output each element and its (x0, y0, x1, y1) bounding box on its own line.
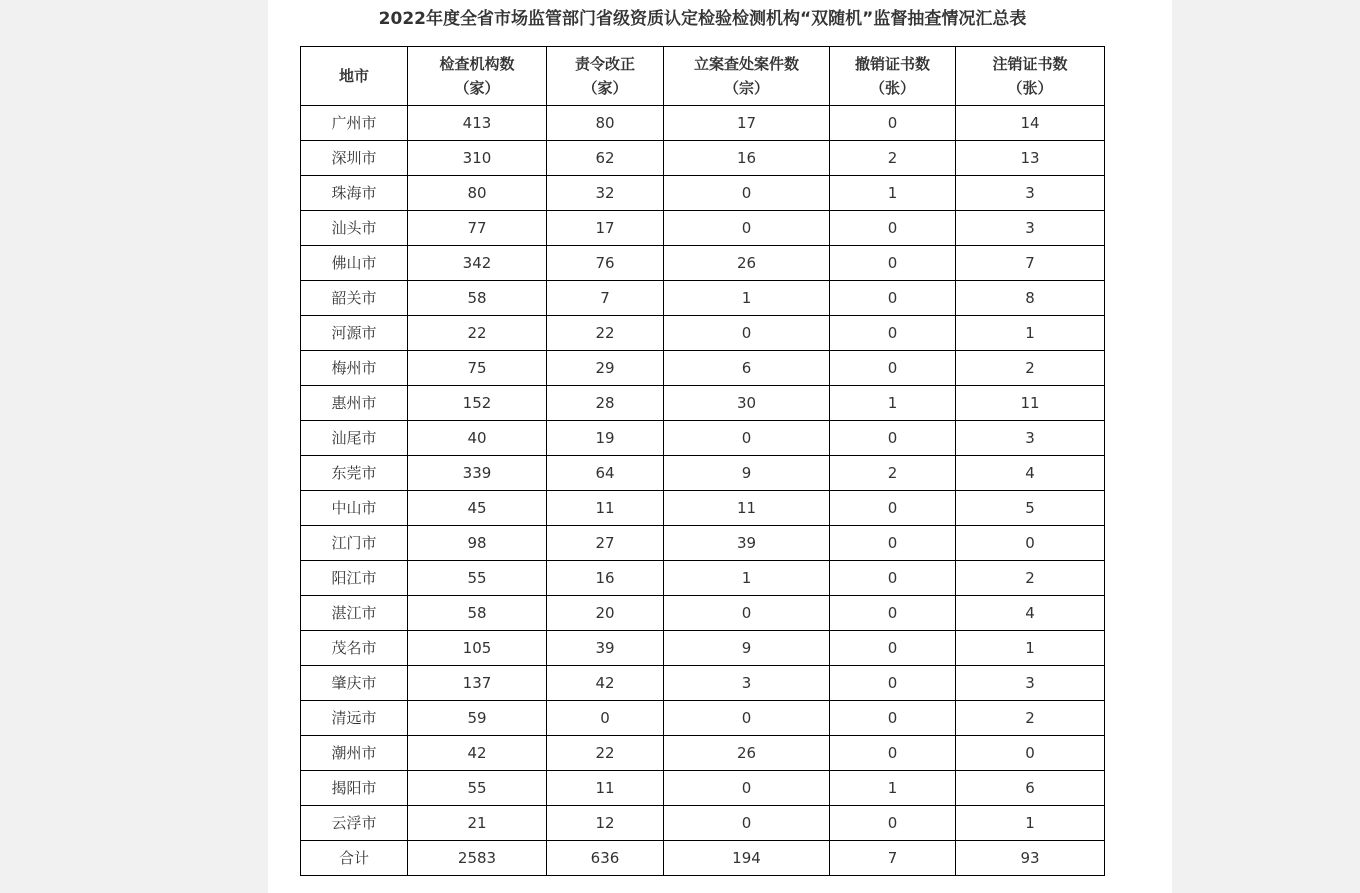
header-label: 立案查处案件数 (693, 55, 799, 73)
header-label: 检查机构数 (439, 55, 515, 73)
header-label: 责令改正 (574, 55, 635, 73)
cell-ordered-corrections: 32 (547, 176, 664, 211)
cell-certificates-revoked: 1 (830, 771, 956, 806)
cell-ordered-corrections: 11 (547, 491, 664, 526)
cell-certificates-revoked: 0 (830, 631, 956, 666)
cell-city: 汕头市 (301, 211, 408, 246)
table-row (301, 351, 1105, 386)
cell-ordered-corrections: 76 (547, 246, 664, 281)
cell-ordered-corrections: 12 (547, 806, 664, 841)
cell-city: 肇庆市 (301, 666, 408, 701)
cell-certificates-cancelled: 6 (956, 771, 1105, 806)
table-row (301, 281, 1105, 316)
cell-certificates-revoked: 2 (830, 141, 956, 176)
cell-inspected-institutions: 342 (408, 246, 547, 281)
table-row (301, 736, 1105, 771)
cell-certificates-revoked: 0 (830, 351, 956, 386)
cell-inspected-institutions: 2583 (408, 841, 547, 876)
cell-cases-filed: 11 (664, 491, 830, 526)
cell-city: 汕尾市 (301, 421, 408, 456)
cell-cases-filed: 194 (664, 841, 830, 876)
cell-ordered-corrections: 636 (547, 841, 664, 876)
cell-ordered-corrections: 16 (547, 561, 664, 596)
cell-certificates-cancelled: 4 (956, 456, 1105, 491)
cell-inspected-institutions: 22 (408, 316, 547, 351)
header-ordered-corrections (547, 47, 664, 106)
cell-inspected-institutions: 413 (408, 106, 547, 141)
cell-inspected-institutions: 59 (408, 701, 547, 736)
cell-city: 东莞市 (301, 456, 408, 491)
cell-certificates-revoked: 0 (830, 246, 956, 281)
header-unit: （家） (582, 79, 628, 97)
cell-certificates-cancelled: 0 (956, 736, 1105, 771)
cell-inspected-institutions: 42 (408, 736, 547, 771)
cell-inspected-institutions: 40 (408, 421, 547, 456)
table-row (301, 561, 1105, 596)
cell-certificates-cancelled: 2 (956, 561, 1105, 596)
table-row (301, 596, 1105, 631)
cell-inspected-institutions: 80 (408, 176, 547, 211)
cell-certificates-revoked: 1 (830, 386, 956, 421)
header-cases-filed (664, 47, 830, 106)
cell-cases-filed: 30 (664, 386, 830, 421)
header-label: 撤销证书数 (854, 55, 930, 73)
cell-certificates-cancelled: 5 (956, 491, 1105, 526)
header-unit: （张） (1007, 79, 1053, 97)
summary-table (300, 46, 1105, 876)
cell-inspected-institutions: 137 (408, 666, 547, 701)
cell-city: 云浮市 (301, 806, 408, 841)
cell-certificates-revoked: 0 (830, 211, 956, 246)
table-row (301, 666, 1105, 701)
table-row (301, 526, 1105, 561)
cell-cases-filed: 1 (664, 281, 830, 316)
cell-ordered-corrections: 27 (547, 526, 664, 561)
cell-certificates-revoked: 0 (830, 316, 956, 351)
table-row (301, 316, 1105, 351)
cell-ordered-corrections: 20 (547, 596, 664, 631)
table-row (301, 771, 1105, 806)
cell-inspected-institutions: 105 (408, 631, 547, 666)
page-title: 2022年度全省市场监管部门省级资质认定检验检测机构“双随机”监督抽查情况汇总表 (378, 9, 1027, 29)
document-page (268, 0, 1137, 893)
cell-certificates-cancelled: 1 (956, 316, 1105, 351)
cell-ordered-corrections: 11 (547, 771, 664, 806)
cell-certificates-revoked: 0 (830, 736, 956, 771)
header-label: 注销证书数 (992, 55, 1068, 73)
header-label: 地市 (338, 67, 369, 85)
cell-certificates-revoked: 0 (830, 666, 956, 701)
cell-certificates-cancelled: 7 (956, 246, 1105, 281)
table-row (301, 176, 1105, 211)
table-header-row (301, 47, 1105, 106)
cell-inspected-institutions: 55 (408, 771, 547, 806)
cell-inspected-institutions: 77 (408, 211, 547, 246)
table-row (301, 386, 1105, 421)
cell-certificates-revoked: 0 (830, 806, 956, 841)
cell-certificates-revoked: 0 (830, 281, 956, 316)
cell-cases-filed: 0 (664, 316, 830, 351)
cell-certificates-cancelled: 1 (956, 631, 1105, 666)
cell-certificates-revoked: 0 (830, 701, 956, 736)
cell-inspected-institutions: 339 (408, 456, 547, 491)
cell-inspected-institutions: 98 (408, 526, 547, 561)
cell-city: 深圳市 (301, 141, 408, 176)
cell-certificates-revoked: 1 (830, 176, 956, 211)
cell-inspected-institutions: 152 (408, 386, 547, 421)
cell-inspected-institutions: 58 (408, 281, 547, 316)
cell-ordered-corrections: 19 (547, 421, 664, 456)
header-unit: （家） (454, 79, 500, 97)
cell-cases-filed: 0 (664, 806, 830, 841)
table-row (301, 106, 1105, 141)
cell-cases-filed: 0 (664, 701, 830, 736)
cell-ordered-corrections: 64 (547, 456, 664, 491)
cell-city: 揭阳市 (301, 771, 408, 806)
cell-inspected-institutions: 45 (408, 491, 547, 526)
table-row (301, 631, 1105, 666)
cell-cases-filed: 0 (664, 176, 830, 211)
cell-city: 清远市 (301, 701, 408, 736)
cell-certificates-revoked: 0 (830, 106, 956, 141)
cell-cases-filed: 9 (664, 631, 830, 666)
cell-ordered-corrections: 22 (547, 736, 664, 771)
cell-certificates-cancelled: 3 (956, 666, 1105, 701)
cell-city: 合计 (301, 841, 408, 876)
header-unit: （张） (869, 79, 915, 97)
cell-certificates-cancelled: 14 (956, 106, 1105, 141)
cell-city: 韶关市 (301, 281, 408, 316)
cell-cases-filed: 26 (664, 246, 830, 281)
cell-cases-filed: 0 (664, 211, 830, 246)
cell-inspected-institutions: 75 (408, 351, 547, 386)
cell-cases-filed: 0 (664, 596, 830, 631)
cell-cases-filed: 16 (664, 141, 830, 176)
cell-city: 珠海市 (301, 176, 408, 211)
table-row (301, 211, 1105, 246)
table-total-row (301, 841, 1105, 876)
cell-inspected-institutions: 21 (408, 806, 547, 841)
header-inspected-institutions (408, 47, 547, 106)
table-row (301, 491, 1105, 526)
cell-certificates-revoked: 0 (830, 491, 956, 526)
cell-certificates-cancelled: 2 (956, 351, 1105, 386)
cell-cases-filed: 3 (664, 666, 830, 701)
cell-ordered-corrections: 29 (547, 351, 664, 386)
cell-city: 河源市 (301, 316, 408, 351)
table-row (301, 421, 1105, 456)
table-row (301, 141, 1105, 176)
cell-city: 阳江市 (301, 561, 408, 596)
cell-city: 佛山市 (301, 246, 408, 281)
cell-certificates-cancelled: 3 (956, 421, 1105, 456)
cell-ordered-corrections: 62 (547, 141, 664, 176)
header-certificates-cancelled (956, 47, 1105, 106)
cell-ordered-corrections: 28 (547, 386, 664, 421)
table-row (301, 456, 1105, 491)
cell-ordered-corrections: 0 (547, 701, 664, 736)
table-body (301, 106, 1105, 876)
cell-cases-filed: 1 (664, 561, 830, 596)
cell-certificates-cancelled: 11 (956, 386, 1105, 421)
cell-ordered-corrections: 7 (547, 281, 664, 316)
cell-certificates-cancelled: 93 (956, 841, 1105, 876)
cell-certificates-revoked: 0 (830, 596, 956, 631)
cell-cases-filed: 17 (664, 106, 830, 141)
cell-city: 湛江市 (301, 596, 408, 631)
cell-certificates-cancelled: 1 (956, 806, 1105, 841)
cell-city: 惠州市 (301, 386, 408, 421)
cell-certificates-revoked: 0 (830, 561, 956, 596)
cell-cases-filed: 0 (664, 421, 830, 456)
cell-cases-filed: 9 (664, 456, 830, 491)
cell-certificates-cancelled: 8 (956, 281, 1105, 316)
cell-ordered-corrections: 39 (547, 631, 664, 666)
right-margin-strip (1137, 0, 1172, 893)
header-city (301, 47, 408, 106)
cell-ordered-corrections: 80 (547, 106, 664, 141)
cell-inspected-institutions: 58 (408, 596, 547, 631)
cell-certificates-revoked: 0 (830, 526, 956, 561)
table-row (301, 246, 1105, 281)
cell-certificates-cancelled: 4 (956, 596, 1105, 631)
cell-certificates-cancelled: 0 (956, 526, 1105, 561)
cell-certificates-cancelled: 2 (956, 701, 1105, 736)
cell-city: 江门市 (301, 526, 408, 561)
cell-city: 中山市 (301, 491, 408, 526)
table-row (301, 806, 1105, 841)
cell-cases-filed: 26 (664, 736, 830, 771)
cell-certificates-cancelled: 13 (956, 141, 1105, 176)
header-certificates-revoked (830, 47, 956, 106)
cell-certificates-revoked: 2 (830, 456, 956, 491)
cell-cases-filed: 6 (664, 351, 830, 386)
cell-certificates-cancelled: 3 (956, 176, 1105, 211)
cell-certificates-revoked: 7 (830, 841, 956, 876)
cell-cases-filed: 0 (664, 771, 830, 806)
cell-inspected-institutions: 310 (408, 141, 547, 176)
cell-certificates-revoked: 0 (830, 421, 956, 456)
cell-city: 潮州市 (301, 736, 408, 771)
cell-ordered-corrections: 17 (547, 211, 664, 246)
cell-ordered-corrections: 22 (547, 316, 664, 351)
cell-ordered-corrections: 42 (547, 666, 664, 701)
cell-city: 梅州市 (301, 351, 408, 386)
cell-cases-filed: 39 (664, 526, 830, 561)
cell-certificates-cancelled: 3 (956, 211, 1105, 246)
table-row (301, 701, 1105, 736)
cell-inspected-institutions: 55 (408, 561, 547, 596)
cell-city: 茂名市 (301, 631, 408, 666)
cell-city: 广州市 (301, 106, 408, 141)
header-unit: （宗） (723, 79, 769, 97)
